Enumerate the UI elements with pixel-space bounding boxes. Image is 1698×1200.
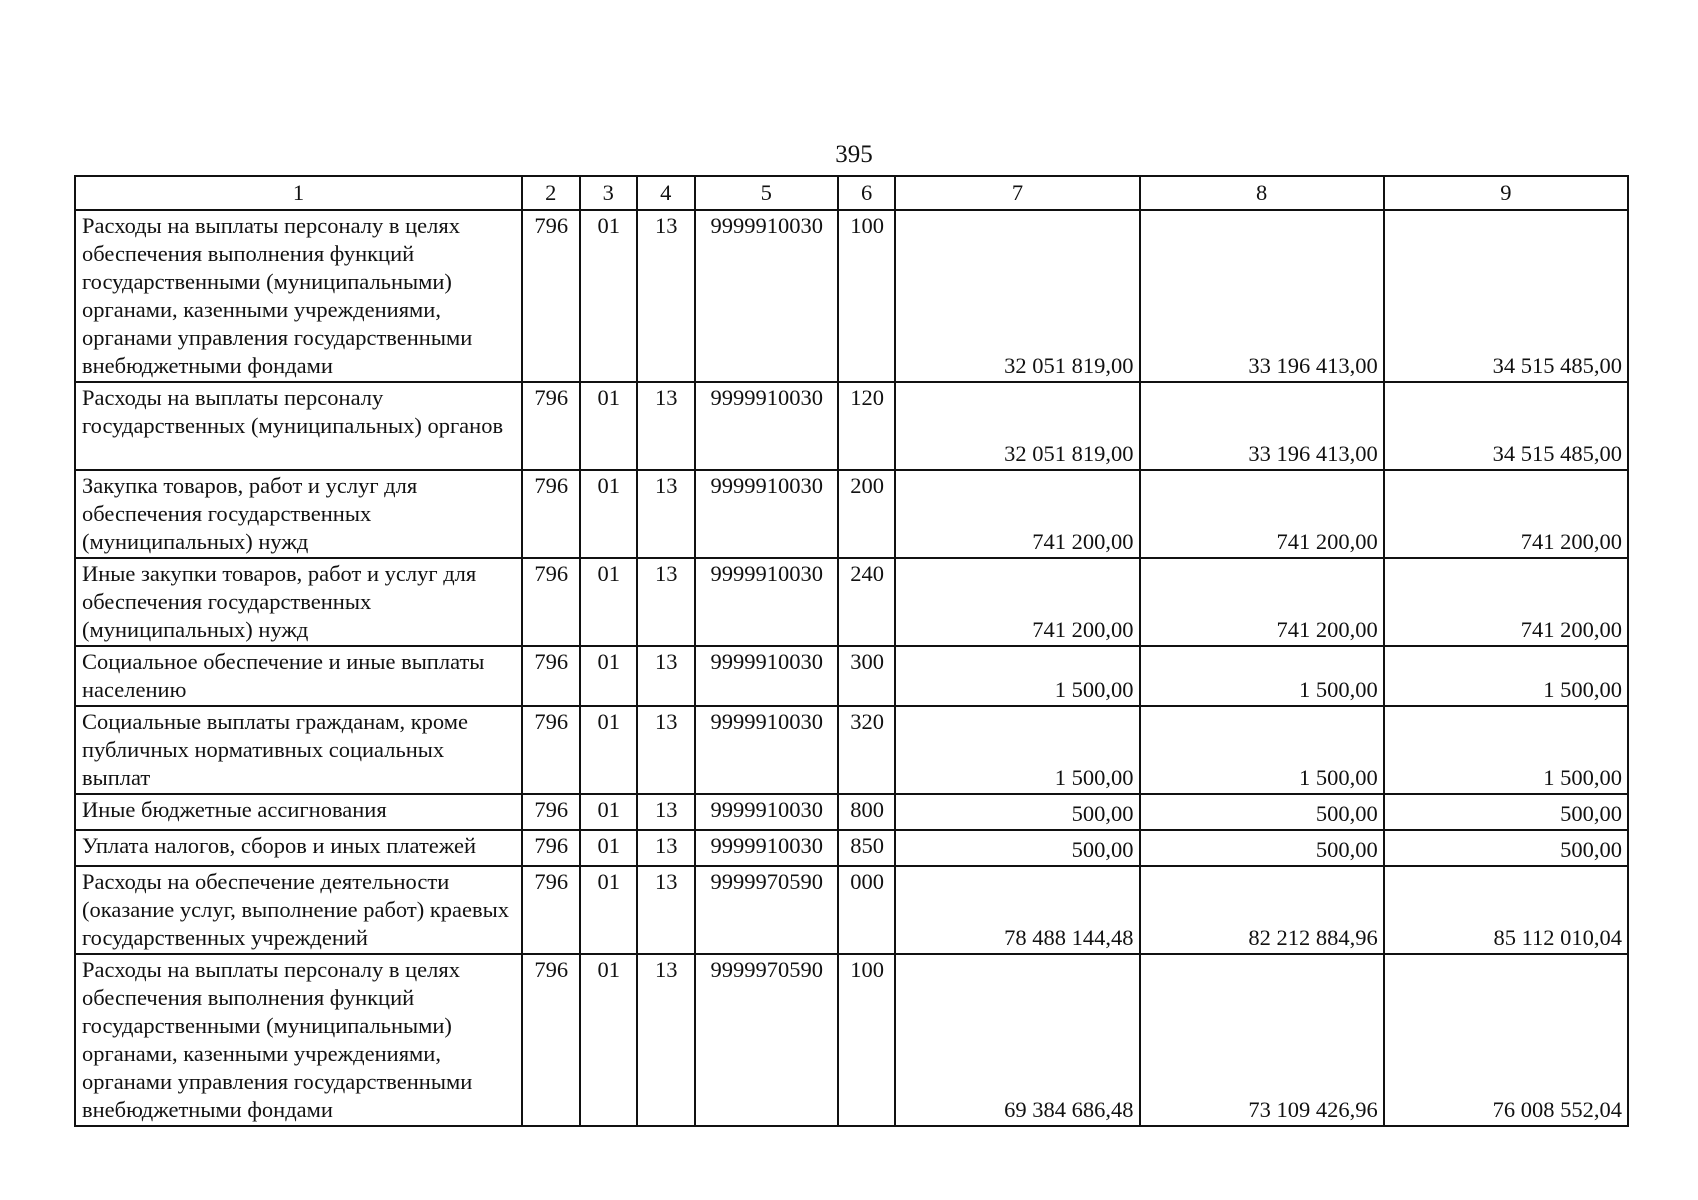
- row-amount-cell-8: 741 200,00: [1140, 558, 1384, 646]
- row-amount-cell-7: 741 200,00: [895, 470, 1139, 558]
- row-amount-cell-9: 85 112 010,04: [1384, 866, 1628, 954]
- row-expense-type-cell: 200: [838, 470, 896, 558]
- row-admin-code-cell: 796: [522, 558, 580, 646]
- row-amount-cell-8: 33 196 413,00: [1140, 382, 1384, 470]
- row-amount-cell-7: 741 200,00: [895, 558, 1139, 646]
- header-cell-4: 4: [637, 176, 695, 210]
- row-amount-cell-9: 34 515 485,00: [1384, 210, 1628, 382]
- row-amount-cell-7: 1 500,00: [895, 646, 1139, 706]
- header-cell-1: 1: [75, 176, 522, 210]
- row-amount-cell-9: 1 500,00: [1384, 706, 1628, 794]
- row-target-article-cell: 9999910030: [695, 830, 838, 866]
- row-amount-cell-8: 33 196 413,00: [1140, 210, 1384, 382]
- row-admin-code-cell: 796: [522, 382, 580, 470]
- row-name-cell: Социальные выплаты гражданам, кроме публичных нормативных социальных выплат: [75, 706, 522, 794]
- row-section-cell: 01: [580, 558, 638, 646]
- row-name-cell: Закупка товаров, работ и услуг для обеспечения государственных (муниципальных) нужд: [75, 470, 522, 558]
- row-name-cell: Расходы на выплаты персоналу в целях обеспечения выполнения функций государственными (муниципальными) органами, казенными учреждениями, органами управления государственными внебюджетными фондами: [75, 210, 522, 382]
- row-amount-cell-8: 741 200,00: [1140, 470, 1384, 558]
- table-body: [75, 176, 1628, 1126]
- row-amount-cell-7: 32 051 819,00: [895, 210, 1139, 382]
- row-section-cell: 01: [580, 954, 638, 1126]
- row-expense-type-cell: 300: [838, 646, 896, 706]
- row-target-article-cell: 9999910030: [695, 558, 838, 646]
- row-subsection-cell: 13: [637, 954, 695, 1126]
- row-expense-type-cell: 100: [838, 954, 896, 1126]
- row-admin-code-cell: 796: [522, 706, 580, 794]
- row-subsection-cell: 13: [637, 830, 695, 866]
- table-row: [75, 646, 1628, 706]
- table-row: [75, 470, 1628, 558]
- row-expense-type-cell: 320: [838, 706, 896, 794]
- row-target-article-cell: 9999910030: [695, 470, 838, 558]
- table-row: [75, 830, 1628, 866]
- table-row: [75, 382, 1628, 470]
- row-section-cell: 01: [580, 470, 638, 558]
- row-amount-cell-8: 1 500,00: [1140, 646, 1384, 706]
- row-amount-cell-7: 500,00: [895, 830, 1139, 866]
- row-subsection-cell: 13: [637, 706, 695, 794]
- header-cell-3: 3: [580, 176, 638, 210]
- row-amount-cell-7: 69 384 686,48: [895, 954, 1139, 1126]
- page-number: [0, 140, 1698, 170]
- header-cell-6: 6: [838, 176, 896, 210]
- row-name-cell: Расходы на обеспечение деятельности (оказание услуг, выполнение работ) краевых государственных учреждений: [75, 866, 522, 954]
- row-name-cell: Расходы на выплаты персоналу государственных (муниципальных) органов: [75, 382, 522, 470]
- row-admin-code-cell: 796: [522, 830, 580, 866]
- row-target-article-cell: 9999910030: [695, 646, 838, 706]
- row-subsection-cell: 13: [637, 866, 695, 954]
- page-number-text: 395: [835, 141, 873, 168]
- table-row: [75, 210, 1628, 382]
- row-section-cell: 01: [580, 794, 638, 830]
- row-amount-cell-8: 73 109 426,96: [1140, 954, 1384, 1126]
- row-admin-code-cell: 796: [522, 470, 580, 558]
- row-admin-code-cell: 796: [522, 954, 580, 1126]
- row-amount-cell-9: 76 008 552,04: [1384, 954, 1628, 1126]
- row-amount-cell-7: 1 500,00: [895, 706, 1139, 794]
- table-row: [75, 794, 1628, 830]
- row-amount-cell-7: 500,00: [895, 794, 1139, 830]
- row-expense-type-cell: 000: [838, 866, 896, 954]
- row-amount-cell-9: 500,00: [1384, 830, 1628, 866]
- row-subsection-cell: 13: [637, 794, 695, 830]
- row-amount-cell-8: 1 500,00: [1140, 706, 1384, 794]
- row-expense-type-cell: 800: [838, 794, 896, 830]
- row-target-article-cell: 9999970590: [695, 866, 838, 954]
- row-expense-type-cell: 120: [838, 382, 896, 470]
- row-admin-code-cell: 796: [522, 210, 580, 382]
- row-admin-code-cell: 796: [522, 866, 580, 954]
- row-subsection-cell: 13: [637, 646, 695, 706]
- row-amount-cell-8: 82 212 884,96: [1140, 866, 1384, 954]
- row-amount-cell-7: 32 051 819,00: [895, 382, 1139, 470]
- row-section-cell: 01: [580, 866, 638, 954]
- row-target-article-cell: 9999970590: [695, 954, 838, 1126]
- row-name-cell: Расходы на выплаты персоналу в целях обеспечения выполнения функций государственными (муниципальными) органами, казенными учреждениями, органами управления государственными внебюджетными фондами: [75, 954, 522, 1126]
- row-subsection-cell: 13: [637, 210, 695, 382]
- row-expense-type-cell: 100: [838, 210, 896, 382]
- table-row: [75, 558, 1628, 646]
- row-amount-cell-9: 741 200,00: [1384, 470, 1628, 558]
- row-target-article-cell: 9999910030: [695, 382, 838, 470]
- row-admin-code-cell: 796: [522, 794, 580, 830]
- row-target-article-cell: 9999910030: [695, 794, 838, 830]
- row-section-cell: 01: [580, 646, 638, 706]
- row-expense-type-cell: 850: [838, 830, 896, 866]
- row-amount-cell-9: 34 515 485,00: [1384, 382, 1628, 470]
- row-section-cell: 01: [580, 706, 638, 794]
- row-target-article-cell: 9999910030: [695, 706, 838, 794]
- row-expense-type-cell: 240: [838, 558, 896, 646]
- table-row: [75, 954, 1628, 1126]
- header-cell-7: 7: [895, 176, 1139, 210]
- row-amount-cell-7: 78 488 144,48: [895, 866, 1139, 954]
- table-row: [75, 866, 1628, 954]
- row-section-cell: 01: [580, 830, 638, 866]
- header-cell-2: 2: [522, 176, 580, 210]
- header-cell-9: 9: [1384, 176, 1628, 210]
- header-cell-5: 5: [695, 176, 838, 210]
- row-subsection-cell: 13: [637, 382, 695, 470]
- row-amount-cell-9: 1 500,00: [1384, 646, 1628, 706]
- header-cell-8: 8: [1140, 176, 1384, 210]
- row-name-cell: Уплата налогов, сборов и иных платежей: [75, 830, 522, 866]
- row-amount-cell-8: 500,00: [1140, 830, 1384, 866]
- row-subsection-cell: 13: [637, 470, 695, 558]
- table-header-row: [75, 176, 1628, 210]
- row-section-cell: 01: [580, 210, 638, 382]
- row-name-cell: Иные закупки товаров, работ и услуг для обеспечения государственных (муниципальных) нужд: [75, 558, 522, 646]
- row-name-cell: Иные бюджетные ассигнования: [75, 794, 522, 830]
- row-target-article-cell: 9999910030: [695, 210, 838, 382]
- row-section-cell: 01: [580, 382, 638, 470]
- row-amount-cell-8: 500,00: [1140, 794, 1384, 830]
- row-admin-code-cell: 796: [522, 646, 580, 706]
- row-amount-cell-9: 741 200,00: [1384, 558, 1628, 646]
- row-subsection-cell: 13: [637, 558, 695, 646]
- table-row: [75, 706, 1628, 794]
- budget-table: [74, 175, 1629, 1127]
- row-amount-cell-9: 500,00: [1384, 794, 1628, 830]
- row-name-cell: Социальное обеспечение и иные выплаты населению: [75, 646, 522, 706]
